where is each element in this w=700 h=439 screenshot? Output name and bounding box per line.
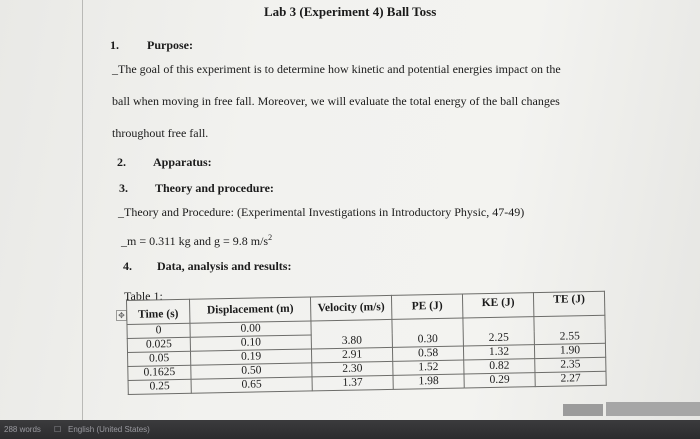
- header-ke: KE (J): [462, 293, 533, 318]
- cell-te: 2.35: [535, 357, 606, 372]
- header-time: Time (s): [127, 299, 190, 324]
- cell-time: 0.05: [128, 351, 191, 366]
- document-title: Lab 3 (Experiment 4) Ball Toss: [264, 4, 437, 19]
- purpose-line-3: throughout free fall.: [112, 126, 209, 140]
- page-margin-line: [82, 0, 83, 420]
- status-bar: [0, 420, 700, 439]
- header-te: TE (J): [533, 291, 604, 316]
- cell-te: 1.90: [534, 343, 605, 358]
- constants-exponent: 2: [268, 233, 273, 242]
- purpose-line-1: _The goal of this experiment is to determine how kinetic and potential energies impact on the: [112, 62, 561, 76]
- data-table[interactable]: [126, 291, 607, 395]
- cell-velocity: 1.37: [312, 375, 393, 391]
- cell-displacement: 0.65: [191, 377, 312, 393]
- cell-velocity: 2.91: [311, 347, 392, 363]
- cell-time: 0.25: [128, 379, 191, 394]
- section-2-number: 2.: [117, 155, 126, 169]
- header-velocity: Velocity (m/s): [310, 295, 391, 321]
- cell-pe: 1.52: [393, 360, 464, 375]
- header-displacement: Displacement (m): [189, 297, 310, 323]
- header-pe: PE (J): [391, 294, 462, 319]
- constants-text: _m = 0.311 kg and g = 9.8 m/s: [121, 234, 269, 248]
- cell-time: 0: [127, 323, 190, 338]
- horizontal-scrollbar-thumb[interactable]: [563, 404, 603, 416]
- cell-time: 0.1625: [128, 365, 191, 380]
- language-indicator[interactable]: English (United States): [68, 425, 150, 434]
- section-3-heading: Theory and procedure:: [155, 181, 274, 195]
- theory-line: _Theory and Procedure: (Experimental Investigations in Introductory Physic, 47-49): [118, 205, 525, 219]
- cell-pe: 1.98: [393, 374, 464, 389]
- section-3-number: 3.: [119, 181, 128, 195]
- cell-pe: 0.30: [392, 318, 464, 347]
- view-controls-area[interactable]: [606, 402, 700, 416]
- cell-velocity: 3.80: [311, 319, 393, 349]
- cell-ke: 0.29: [464, 373, 535, 388]
- cell-displacement: 0.50: [191, 363, 312, 379]
- section-1-number: 1.: [110, 38, 119, 52]
- section-4-heading: Data, analysis and results:: [157, 259, 292, 273]
- cell-te: 2.55: [534, 315, 606, 344]
- section-4-number: 4.: [123, 259, 132, 273]
- cell-velocity: 2.30: [312, 361, 393, 377]
- purpose-line-2: ball when moving in free fall. Moreover, we will evaluate the total energy of the ball changes: [112, 94, 560, 108]
- cell-displacement: 0.19: [190, 349, 311, 365]
- cell-ke: 2.25: [463, 317, 535, 346]
- section-2-heading: Apparatus:: [153, 155, 212, 169]
- table-move-handle[interactable]: ✥: [116, 310, 127, 321]
- proofing-icon[interactable]: ☐: [54, 425, 62, 434]
- cell-ke: 0.82: [464, 359, 535, 374]
- constants-line: [121, 233, 272, 249]
- table-caption: Table 1:: [124, 289, 163, 303]
- cell-displacement: 0.10: [190, 335, 311, 351]
- section-1-heading: Purpose:: [147, 38, 193, 52]
- word-count[interactable]: 288 words: [4, 425, 41, 434]
- cell-time: 0.025: [127, 337, 190, 352]
- cell-pe: 0.58: [392, 346, 463, 361]
- cell-displacement: 0.00: [190, 321, 311, 337]
- cell-te: 2.27: [535, 371, 606, 386]
- cell-ke: 1.32: [463, 345, 534, 360]
